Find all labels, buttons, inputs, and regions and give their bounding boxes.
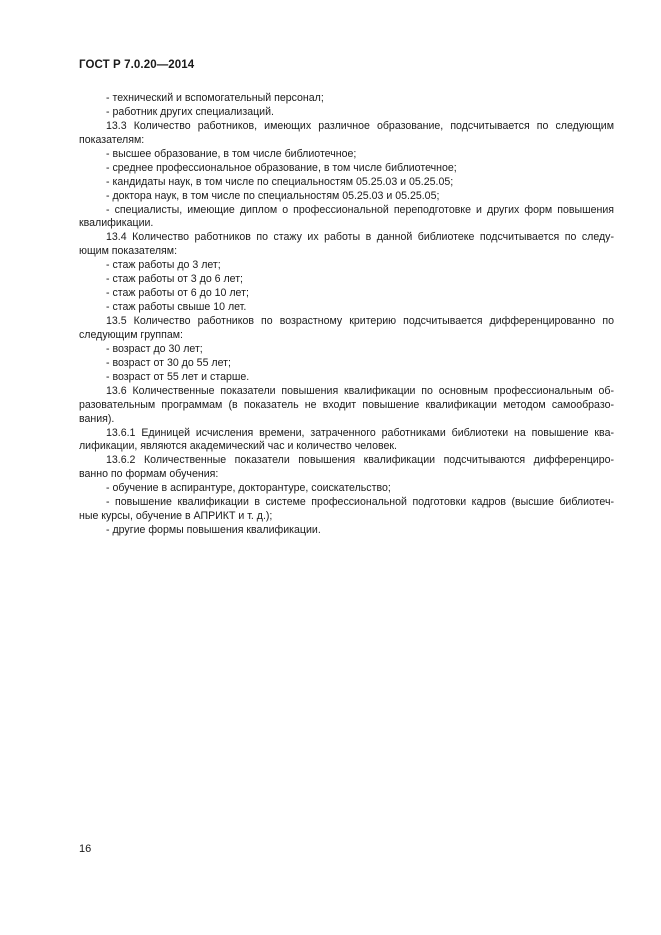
text-line: - доктора наук, в том числе по специальностям 05.25.03 и 05.25.05; bbox=[106, 189, 440, 202]
text-line: - кандидаты наук, в том числе по специальностям 05.25.03 и 05.25.05; bbox=[106, 175, 454, 188]
text-line: ванно по формам обучения: bbox=[79, 468, 219, 481]
text-line: 13.4 Количество работников по стажу их работы в данной библиотеке подсчитывается по следу- bbox=[106, 231, 614, 244]
text-line: - работник других специализаций. bbox=[106, 105, 274, 118]
text-line: ные курсы, обучение в АПРИКТ и т. д.); bbox=[79, 510, 273, 523]
text-line: - специалисты, имеющие диплом о профессиональной переподготовке и других форм повышения bbox=[106, 203, 614, 216]
document-header: ГОСТ Р 7.0.20—2014 bbox=[79, 59, 195, 71]
text-line: вания). bbox=[79, 412, 115, 425]
text-line: - стаж работы от 6 до 10 лет; bbox=[106, 287, 249, 300]
document-body bbox=[79, 92, 614, 538]
text-line: - обучение в аспирантуре, докторантуре, соискательство; bbox=[106, 482, 391, 495]
text-line: 13.6 Количественные показатели повышения квалификации по основным профессиональным об- bbox=[106, 384, 614, 397]
text-line: - возраст до 30 лет; bbox=[106, 342, 203, 355]
text-line: следующим группам: bbox=[79, 328, 183, 341]
text-line: показателям: bbox=[79, 133, 145, 146]
text-line: - среднее профессиональное образование, в том числе библиотечное; bbox=[106, 161, 457, 174]
text-line: 13.6.1 Единицей исчисления времени, затраченного работниками библиотеки на повышение ква- bbox=[106, 426, 614, 439]
text-line: - стаж работы от 3 до 6 лет; bbox=[106, 273, 243, 286]
text-line: - другие формы повышения квалификации. bbox=[106, 524, 321, 537]
text-line: 13.5 Количество работников по возрастному критерию подсчитывается дифференцированно по bbox=[106, 315, 614, 327]
text-line: - возраст от 30 до 55 лет; bbox=[106, 356, 231, 369]
text-line: - стаж работы до 3 лет; bbox=[106, 259, 221, 272]
text-line: 13.6.2 Количественные показатели повышения квалификации подсчитываются дифференциро- bbox=[106, 454, 614, 467]
text-line: квалификации. bbox=[79, 217, 154, 230]
text-line: - технический и вспомогательный персонал; bbox=[106, 92, 324, 104]
text-line: 13.3 Количество работников, имеющих различное образование, подсчитывается по следующим bbox=[106, 119, 614, 132]
text-line: лификации, являются академический час и количество человек. bbox=[79, 440, 397, 453]
text-line: - возраст от 55 лет и старше. bbox=[106, 370, 250, 383]
text-line: - повышение квалификации в системе профессиональной подготовки кадров (высшие библиотеч- bbox=[106, 496, 614, 509]
page-number: 16 bbox=[79, 843, 92, 855]
text-line: - высшее образование, в том числе библиотечное; bbox=[106, 147, 357, 160]
text-line: - стаж работы свыше 10 лет. bbox=[106, 301, 247, 314]
text-line: ющим показателям: bbox=[79, 245, 178, 258]
text-line: разовательным программам (в показатель не входит повышение квалификации методом самообразо- bbox=[79, 398, 614, 411]
